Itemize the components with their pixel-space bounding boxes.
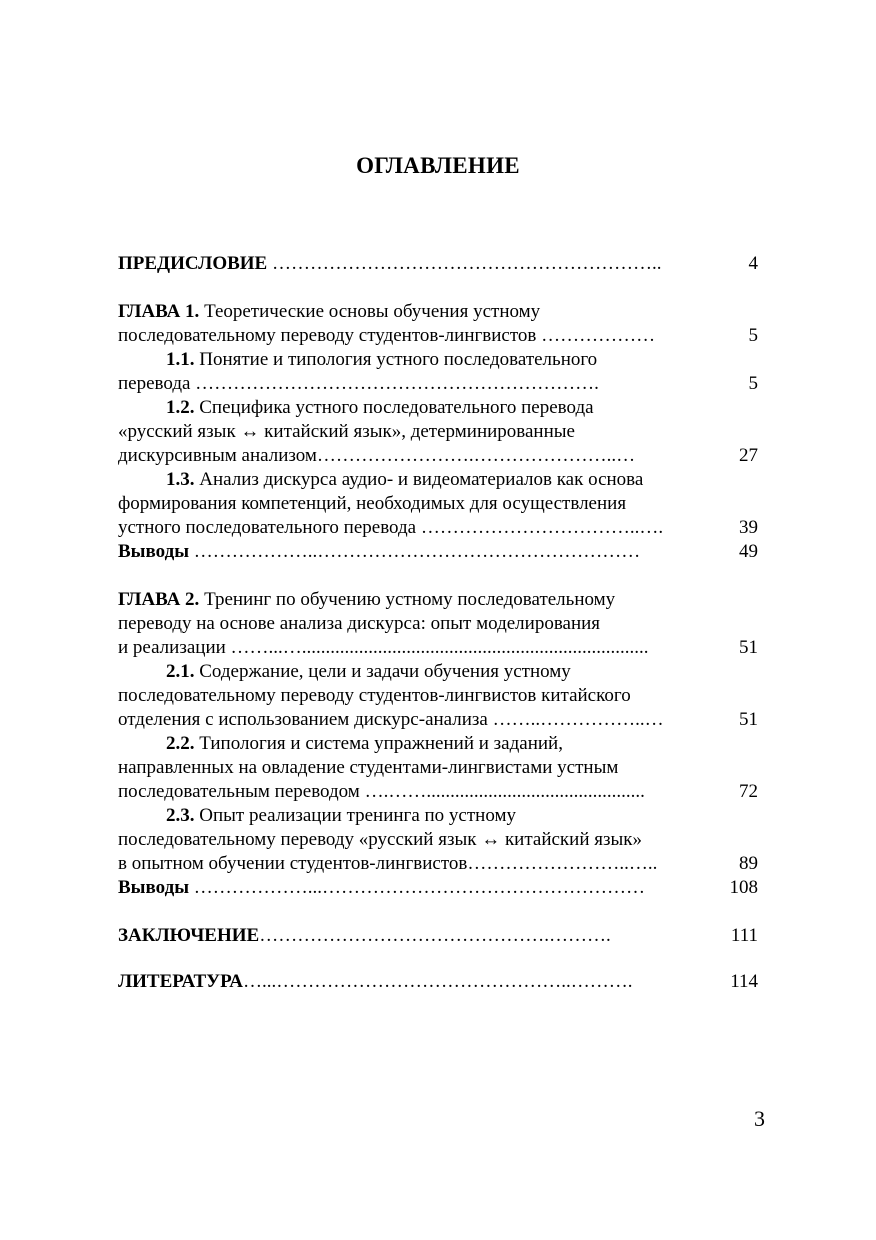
toc-entry-chapter-2[interactable] bbox=[118, 588, 615, 612]
toc-entry-text: Специфика устного последовательного перевода bbox=[194, 397, 594, 418]
toc-entry-conclusion[interactable] bbox=[118, 924, 611, 948]
toc-page-number: 111 bbox=[730, 925, 758, 946]
toc-page-number: 72 bbox=[739, 781, 758, 802]
toc-entry-text: формирования компетенций, необходимых для осуществления bbox=[118, 493, 627, 514]
toc-entry-section-2-2[interactable] bbox=[166, 732, 563, 756]
toc-page-number: 89 bbox=[739, 853, 758, 874]
toc-entry-label: 1.1. bbox=[166, 349, 195, 370]
toc-entry-chapter-1[interactable] bbox=[118, 300, 540, 324]
toc-entry-leader: ………………...…………………………………………… bbox=[189, 877, 646, 898]
toc-entry-label: ЗАКЛЮЧЕНИЕ bbox=[118, 925, 260, 946]
toc-entry-text: Понятие и типология устного последовательного bbox=[194, 349, 598, 370]
toc-entry-text: «русский язык ↔ китайский язык», детерминированные bbox=[118, 421, 575, 442]
toc-entry-text: дискурсивным анализом…………………….…………………..… bbox=[118, 445, 636, 466]
toc-entry-text: направленных на овладение студентами-лингвистами устным bbox=[118, 757, 619, 778]
toc-entry-text: перевода ………………………………………………………. bbox=[118, 373, 599, 394]
toc-entry-text: в опытном обучении студентов-лингвистов……………………..….. bbox=[118, 853, 658, 874]
toc-entry-text: последовательному переводу студентов-лингвистов китайского bbox=[118, 685, 631, 706]
toc-entry-text: Опыт реализации тренинга по устному bbox=[194, 805, 516, 826]
toc-entry-section-1-1[interactable] bbox=[166, 348, 597, 372]
toc-page-number: 27 bbox=[739, 445, 758, 466]
toc-entry-text: и реализации ……...…......................................................................... bbox=[118, 637, 649, 658]
toc-entry-section-1-2[interactable] bbox=[166, 396, 594, 420]
toc-page-number: 5 bbox=[748, 373, 758, 394]
toc-entry-label: 2.1. bbox=[166, 661, 195, 682]
toc-entry-label: 2.3. bbox=[166, 805, 195, 826]
toc-entry-label: 1.3. bbox=[166, 469, 195, 490]
toc-entry-leader: ………………..…………………………………………… bbox=[189, 541, 641, 562]
toc-entry-text: последовательным переводом ….…….............................................. bbox=[118, 781, 645, 802]
page-title: ОГЛАВЛЕНИЕ bbox=[356, 153, 520, 178]
toc-entry-label: Выводы bbox=[118, 541, 190, 562]
toc-page-number: 51 bbox=[739, 709, 758, 730]
toc-entry-section-2-1[interactable] bbox=[166, 660, 571, 684]
toc-entry-label: ПРЕДИСЛОВИЕ bbox=[118, 253, 268, 274]
toc-entry-leader: ……………………………………….………. bbox=[259, 925, 611, 946]
toc-entry-text: последовательному переводу студентов-лингвистов ……………… bbox=[118, 325, 656, 346]
toc-entry-leader: …………………………………………………….. bbox=[267, 253, 662, 274]
toc-entry-label: ГЛАВА 2. bbox=[118, 589, 200, 610]
page-number: 3 bbox=[754, 1106, 765, 1131]
toc-entry-preface[interactable] bbox=[118, 252, 661, 276]
toc-page-number: 39 bbox=[739, 517, 758, 538]
toc-entry-literature[interactable] bbox=[118, 970, 633, 994]
toc-entry-label: ГЛАВА 1. bbox=[118, 301, 200, 322]
toc-entry-label: ЛИТЕРАТУРА bbox=[118, 971, 244, 992]
toc-entry-text: Типология и система упражнений и заданий, bbox=[194, 733, 563, 754]
toc-entry-text: Содержание, цели и задачи обучения устному bbox=[194, 661, 571, 682]
toc-entry-text: устного последовательного перевода ……………………………..…. bbox=[118, 517, 664, 538]
toc-entry-leader: …...………………………………………..………. bbox=[243, 971, 633, 992]
toc-entry-label: Выводы bbox=[118, 877, 190, 898]
toc-entry-text: Анализ дискурса аудио- и видеоматериалов как основа bbox=[194, 469, 644, 490]
toc-entry-text: последовательному переводу «русский язык ↔ китайский язык» bbox=[118, 829, 642, 850]
toc-entry-text: переводу на основе анализа дискурса: опыт моделирования bbox=[118, 613, 601, 634]
toc-entry-text: Тренинг по обучению устному последовательному bbox=[199, 589, 616, 610]
toc-page-number: 108 bbox=[729, 877, 758, 898]
toc-entry-section-1-3[interactable] bbox=[166, 468, 643, 492]
toc-entry-label: 2.2. bbox=[166, 733, 195, 754]
toc-entry-conclusions-1[interactable] bbox=[118, 540, 640, 564]
toc-page-number: 49 bbox=[739, 541, 758, 562]
toc-entry-section-2-3[interactable] bbox=[166, 804, 516, 828]
toc-entry-conclusions-2[interactable] bbox=[118, 876, 645, 900]
toc-page-number: 4 bbox=[748, 253, 758, 274]
toc-page-number: 51 bbox=[739, 637, 758, 658]
toc-entry-label: 1.2. bbox=[166, 397, 195, 418]
toc-page-number: 114 bbox=[730, 971, 758, 992]
toc-entry-text: отделения с использованием дискурс-анализа ……..……………..… bbox=[118, 709, 664, 730]
toc-page-number: 5 bbox=[748, 325, 758, 346]
toc-entry-text: Теоретические основы обучения устному bbox=[199, 301, 541, 322]
